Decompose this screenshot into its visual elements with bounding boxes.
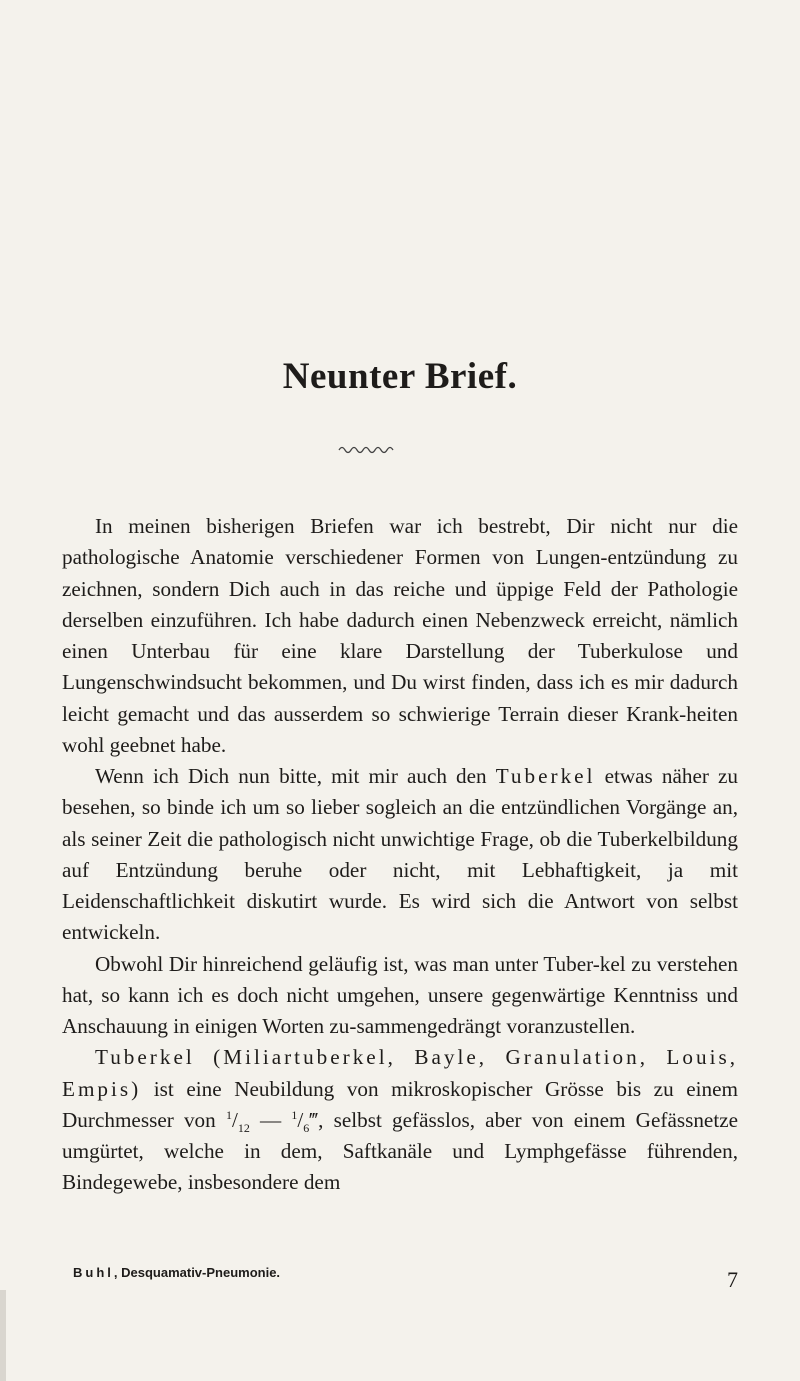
signature-title: , Desquamativ-Pneumonie. [113, 1265, 281, 1280]
scan-edge-shadow [0, 1290, 6, 1381]
fraction: $^1/_6‴$ [291, 1107, 319, 1135]
fraction: $^1/_{12}$ [225, 1107, 250, 1135]
wavy-ornament-icon [338, 444, 396, 456]
paragraph-text: , selbst gefässlos, aber von einem Gefässnetze umgürtet, welche in dem, Saftkanäle und Lymphgefässe führenden, Bindegewebe, insbesondere dem [62, 1107, 739, 1195]
emphasized-term: Tuberkel [495, 764, 596, 788]
paragraph [62, 761, 738, 949]
page-number: 7 [727, 1267, 738, 1292]
emphasized-term: Tuberkel (Miliartuberkel, Bayle, Granulation, Louis, Empis) [62, 1045, 738, 1101]
paragraph: In meinen bisherigen Briefen war ich bestrebt, Dir nicht nur die pathologische Anatomie verschiedener Formen von Lungen-entzündung zu zeichnen, sondern Dich auch in das reiche und üppige Feld der Pathologie derselben einzuführen. Ich habe dadurch einen Nebenzweck erreicht, nämlich einen Unterbau für eine klare Darstellung der Tuberkulose und Lungenschwindsucht bekommen, und Du wirst finden, dass ich es mir dadurch leicht gemacht und das ausserdem so schwierige Terrain dieser Krank-heiten wohl geebnet habe. [62, 514, 738, 757]
paragraph: Obwohl Dir hinreichend geläufig ist, was man unter Tuber-kel zu verstehen hat, so kann ich es doch nicht umgehen, unsere gegenwärtige Kenntniss und Anschauung in einigen Worten zu-sammengedrängt voranzustellen. [62, 951, 738, 1038]
signature-author: Buhl [73, 1265, 114, 1280]
paragraph-text: etwas näher zu besehen, so binde ich um so lieber sogleich an die entzündlichen Vorgänge an, als seiner Zeit die pathologisch nicht unwichtige Frage, ob die Tuberkelbildung auf Entzündung beruhe oder nicht, mit Lebhaftigkeit, ja mit Leidenschaftlichkeit diskutirt wurde. Es wird sich die Antwort von selbst entwickeln. [62, 764, 739, 945]
paragraph-text: Wenn ich Dich nun bitte, mit mir auch den [95, 764, 487, 788]
chapter-title: Neunter Brief. [282, 356, 518, 397]
paragraph-text: ist eine Neubildung von mikroskopischer Grösse bis zu einem Durchmesser von [62, 1076, 739, 1132]
page-footer [73, 1265, 738, 1292]
paragraph: Tuberkel (Miliartuberkel, Bayle, Granulation, Louis, Empis) ist eine Neubildung von mikroskopischer Grösse bis zu einem Durchmesser von $^1/_{12}$ — $^1/_6‴$, selbst gefässlos, aber von einem Gefässnetze umgürtet, welche in dem, Saftkanäle und Lymphgefässe führenden, Bindegewebe, insbesondere dem [62, 1045, 739, 1195]
body-text [62, 511, 738, 1199]
